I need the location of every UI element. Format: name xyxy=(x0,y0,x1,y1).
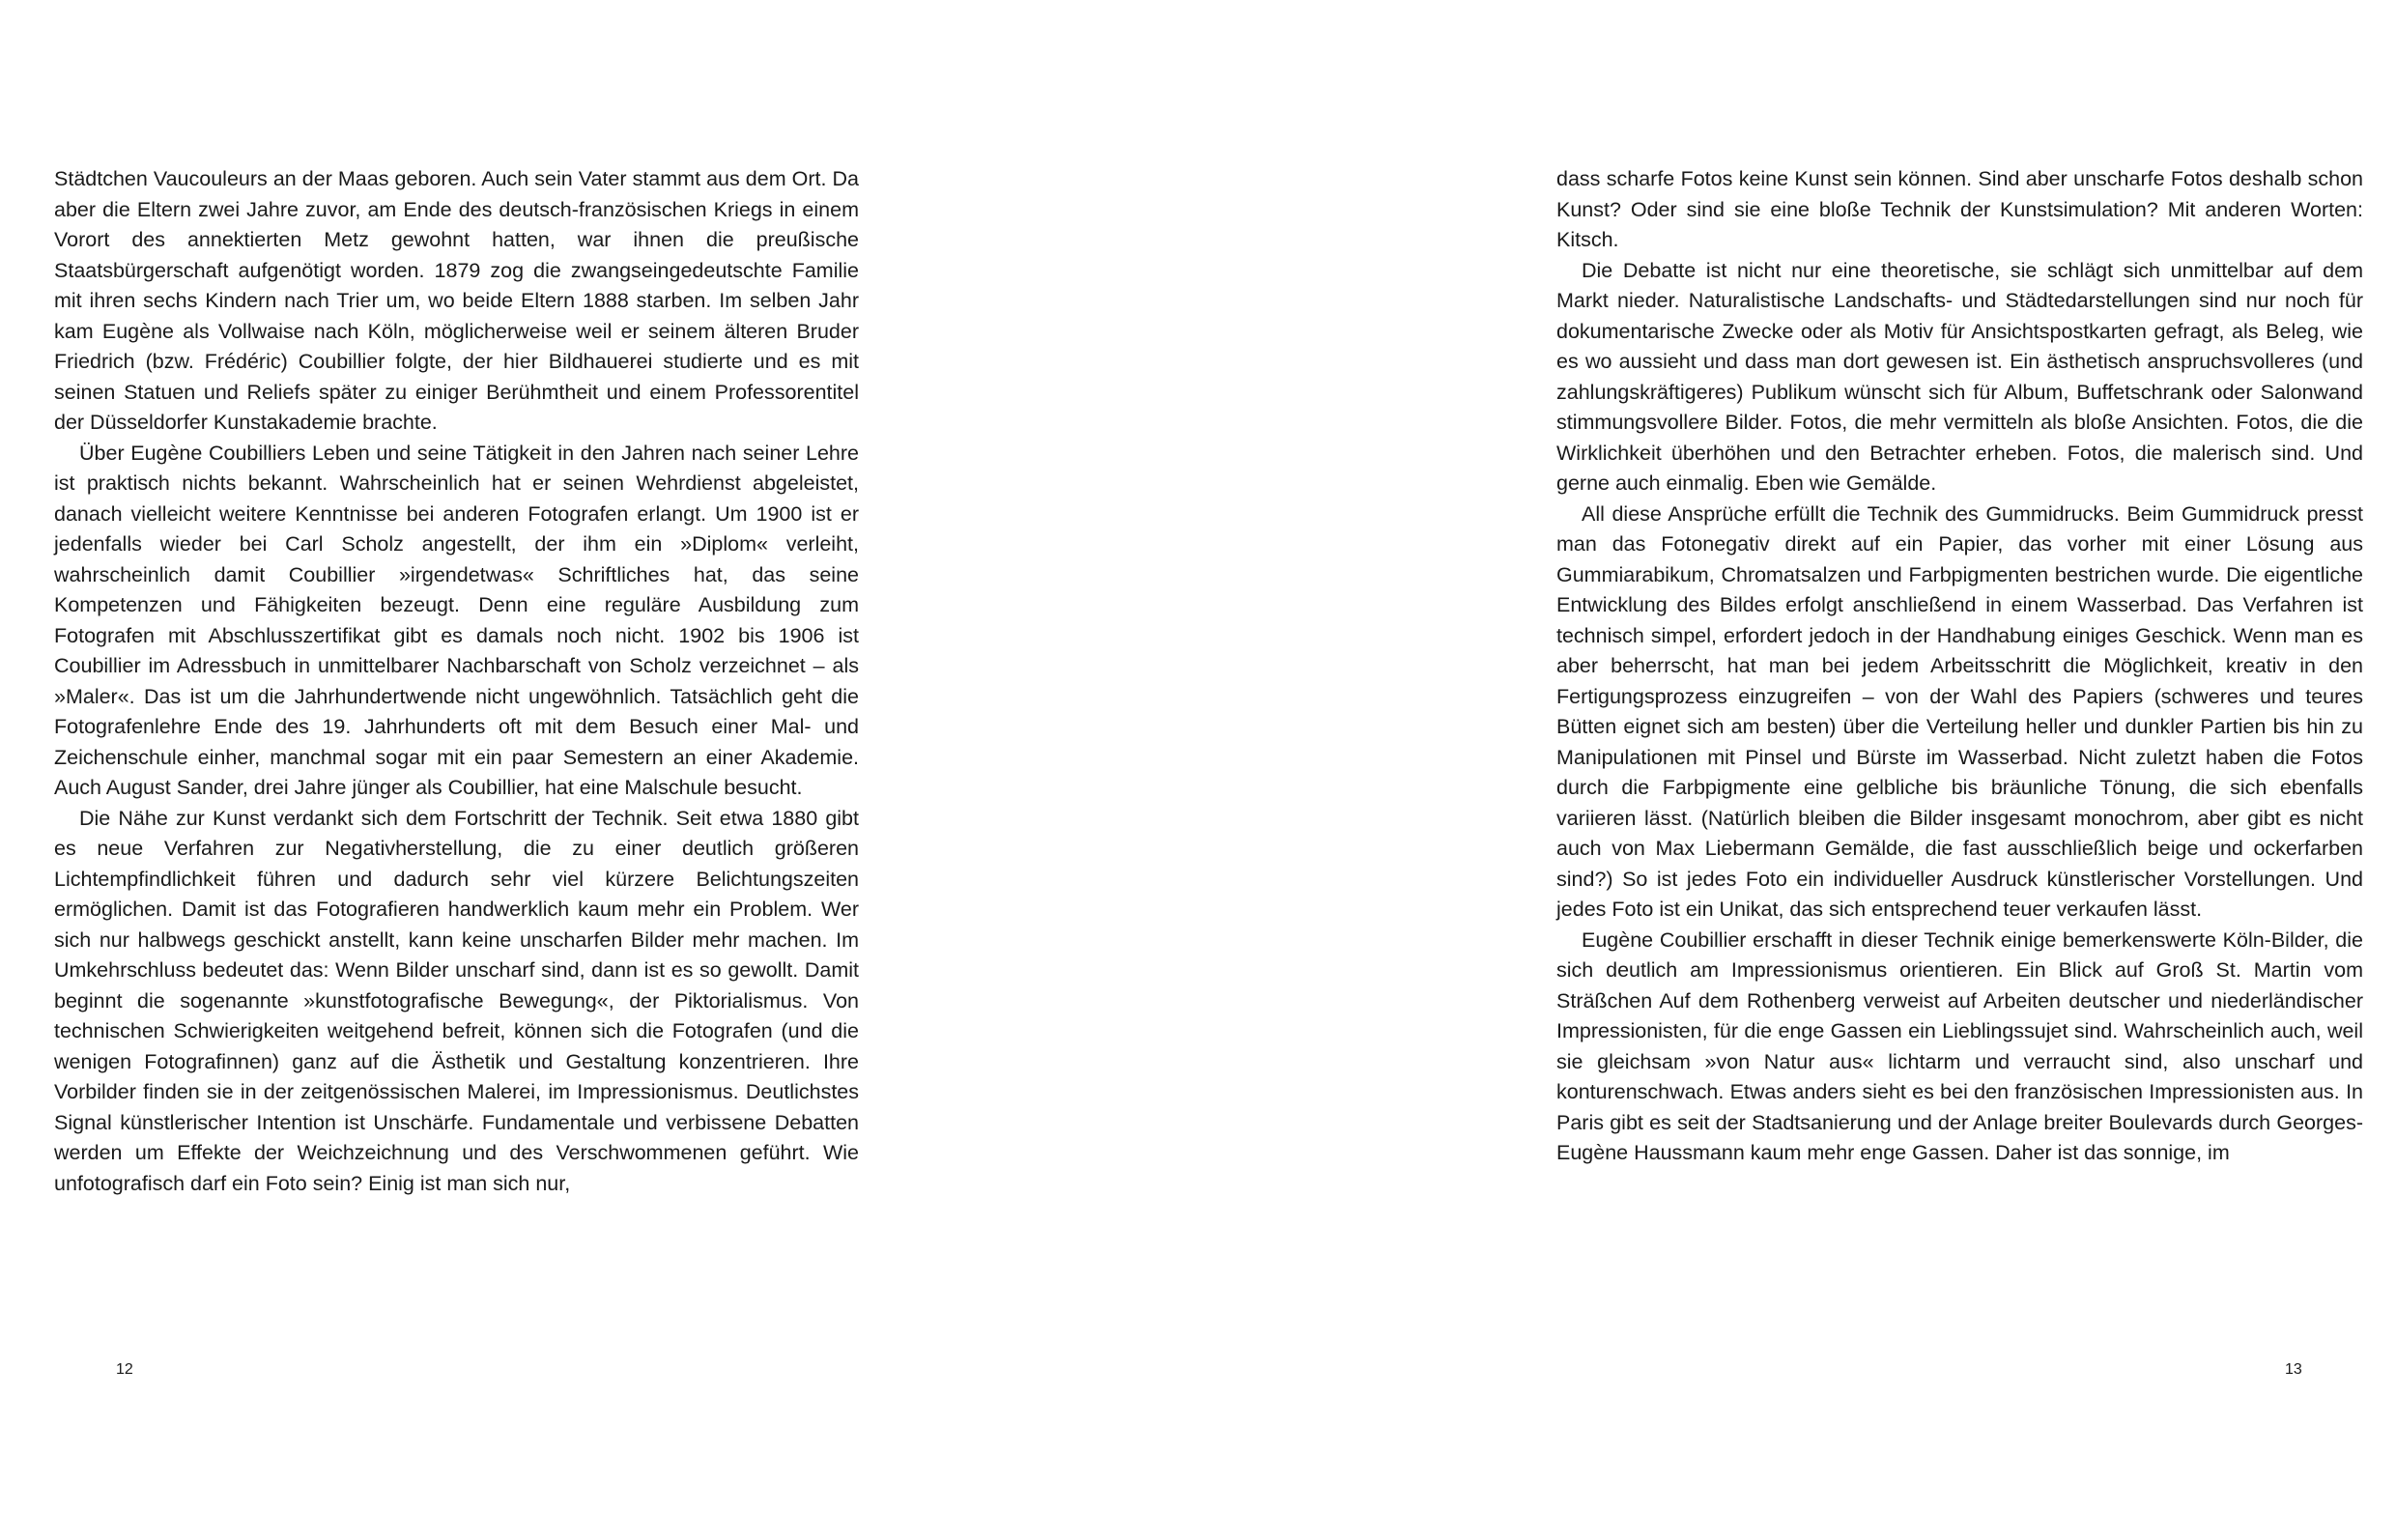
left-page-text xyxy=(54,164,859,1199)
paragraph: Eugène Coubillier erschafft in dieser Technik einige bemerkenswerte Köln-Bilder, die sich deutlich am Impressionismus orientieren. Ein Blick auf Groß St. Martin vom Sträßchen Auf dem Rothenberg verweist auf Arbeiten deutscher und niederländischer Impressionisten, für die enge Gassen ein Lieblingssujet sind. Wahrscheinlich auch, weil sie gleichsam »von Natur aus« lichtarm und verraucht sind, also unscharf und konturenschwach. Etwas anders sieht es bei den französischen Impressionisten aus. In Paris gibt es seit der Stadtsanierung und der Anlage breiter Boulevards durch Georges-Eugène Haussmann kaum mehr enge Gassen. Daher ist das sonnige, im xyxy=(1556,927,2363,1164)
paragraph: All diese Ansprüche erfüllt die Technik des Gummidrucks. Beim Gummidruck presst man das Fotonegativ direkt auf ein Papier, das vorher mit einer Lösung aus Gummiarabikum, Chromatsalzen und Farbpigmenten bestrichen wurde. Die eigentliche Entwicklung des Bildes erfolgt anschließend in einem Wasserbad. Das Verfahren ist technisch simpel, erfordert jedoch in der Handhabung einiges Geschick. Wenn man es aber beherrscht, hat man bei jedem Arbeitsschritt die Möglichkeit, kreativ in den Fertigungsprozess einzugreifen – von der Wahl des Papiers (schweres und teures Bütten eignet sich am besten) über die Verteilung heller und dunkler Partien bis hin zu Manipulationen mit Pinsel und Bürste im Wasserbad. Nicht zuletzt haben die Fotos durch die Farbpigmente eine gelbliche bis bräunliche Tönung, die sich ebenfalls variieren lässt. (Natürlich bleiben die Bilder insgesamt monochrom, aber gibt es nicht auch von Max Liebermann Gemälde, die fast ausschließlich beige und ockerfarben sind?) So ist jedes Foto ein individueller Ausdruck künstlerischer Vorstellungen. Und jedes Foto ist ein Unikat, das sich entsprechend teuer verkaufen lässt. xyxy=(1556,501,2363,921)
paragraph: dass scharfe Fotos keine Kunst sein können. Sind aber unscharfe Fotos deshalb schon Kunst? Oder sind sie eine bloße Technik der Kunstsimulation? Mit anderen Worten: Kitsch. xyxy=(1556,167,2363,251)
paragraph: Städtchen Vaucouleurs an der Maas geboren. Auch sein Vater stammt aus dem Ort. Da aber die Eltern zwei Jahre zuvor, am Ende des deutsch-französischen Kriegs in einem Vorort des annektierten Metz gewohnt hatten, war ihnen die preußische Staatsbürgerschaft aufgenötigt worden. 1879 zog die zwangseingedeutschte Familie mit ihren sechs Kindern nach Trier um, wo beide Eltern 1888 starben. Im selben Jahr kam Eugène als Vollwaise nach Köln, möglicherweise weil er seinem älteren Bruder Friedrich (bzw. Frédéric) Coubillier folgte, der hier Bildhauerei studierte und es mit seinen Statuen und Reliefs später zu einiger Berühmtheit und einem Professorentitel der Düsseldorfer Kunstakademie brachte. xyxy=(54,167,859,434)
paragraph: Die Debatte ist nicht nur eine theoretische, sie schlägt sich unmittelbar auf dem Markt nieder. Naturalistische Landschafts- und Städtedarstellungen sind nur noch für dokumentarische Zwecke oder als Motiv für Ansichtspostkarten gefragt, als Beleg, wie es wo aussieht und dass man dort gewesen ist. Ein ästhetisch anspruchsvolleres (und zahlungskräftigeres) Publikum wünscht sich für Album, Buffetschrank oder Salonwand stimmungsvollere Bilder. Fotos, die mehr vermitteln als bloße Ansichten. Fotos, die die Wirklichkeit überhöhen und den Betrachter erheben. Fotos, die malerisch sind. Und gerne auch einmalig. Eben wie Gemälde. xyxy=(1556,258,2363,495)
paragraph: Die Nähe zur Kunst verdankt sich dem Fortschritt der Technik. Seit etwa 1880 gibt es neue Verfahren zur Negativherstellung, die zu einer deutlich größeren Lichtempfindlichkeit führen und dadurch sehr viel kürzere Belichtungszeiten ermöglichen. Damit ist das Fotografieren handwerklich kaum mehr ein Problem. Wer sich nur halbwegs geschickt anstellt, kann keine unscharfen Bilder mehr machen. Im Umkehrschluss bedeutet das: Wenn Bilder unscharf sind, dann ist es so gewollt. Damit beginnt die sogenannte »kunstfotografische Bewegung«, der Piktorialismus. Von technischen Schwierigkeiten weitgehend befreit, können sich die Fotografen (und die wenigen Fotografinnen) ganz auf die Ästhetik und Gestaltung konzentrieren. Ihre Vorbilder finden sie in der zeitgenössischen Malerei, im Impressionismus. Deutlichstes Signal künstlerischer Intention ist Unschärfe. Fundamentale und verbissene Debatten werden um Effekte der Weichzeichnung und des Verschwommenen geführt. Wie unfotografisch darf ein Foto sein? Einig ist man sich nur, xyxy=(54,806,859,1195)
right-page-text xyxy=(1556,164,2363,1169)
paragraph: Über Eugène Coubilliers Leben und seine Tätigkeit in den Jahren nach seiner Lehre ist praktisch nichts bekannt. Wahrscheinlich hat er seinen Wehrdienst abgeleistet, danach vielleicht weitere Kenntnisse bei anderen Fotografen erlangt. Um 1900 ist er jedenfalls wieder bei Carl Scholz angestellt, der ihm ein »Diplom« verleiht, wahrscheinlich damit Coubillier »irgendetwas« Schriftliches hat, das seine Kompetenzen und Fähigkeiten bezeugt. Denn eine reguläre Ausbildung zum Fotografen mit Abschlusszertifikat gibt es damals noch nicht. 1902 bis 1906 ist Coubillier im Adressbuch in unmittelbarer Nachbarschaft von Scholz verzeichnet – als »Maler«. Das ist um die Jahrhundertwende nicht ungewöhnlich. Tatsächlich geht die Fotografenlehre Ende des 19. Jahrhunderts oft mit dem Besuch einer Mal- und Zeichenschule einher, manchmal sogar mit ein paar Semestern an einer Akademie. Auch August Sander, drei Jahre jünger als Coubillier, hat eine Malschule besucht. xyxy=(54,441,859,799)
page-number: 12 xyxy=(116,1361,133,1378)
page-number: 13 xyxy=(2285,1361,2302,1378)
